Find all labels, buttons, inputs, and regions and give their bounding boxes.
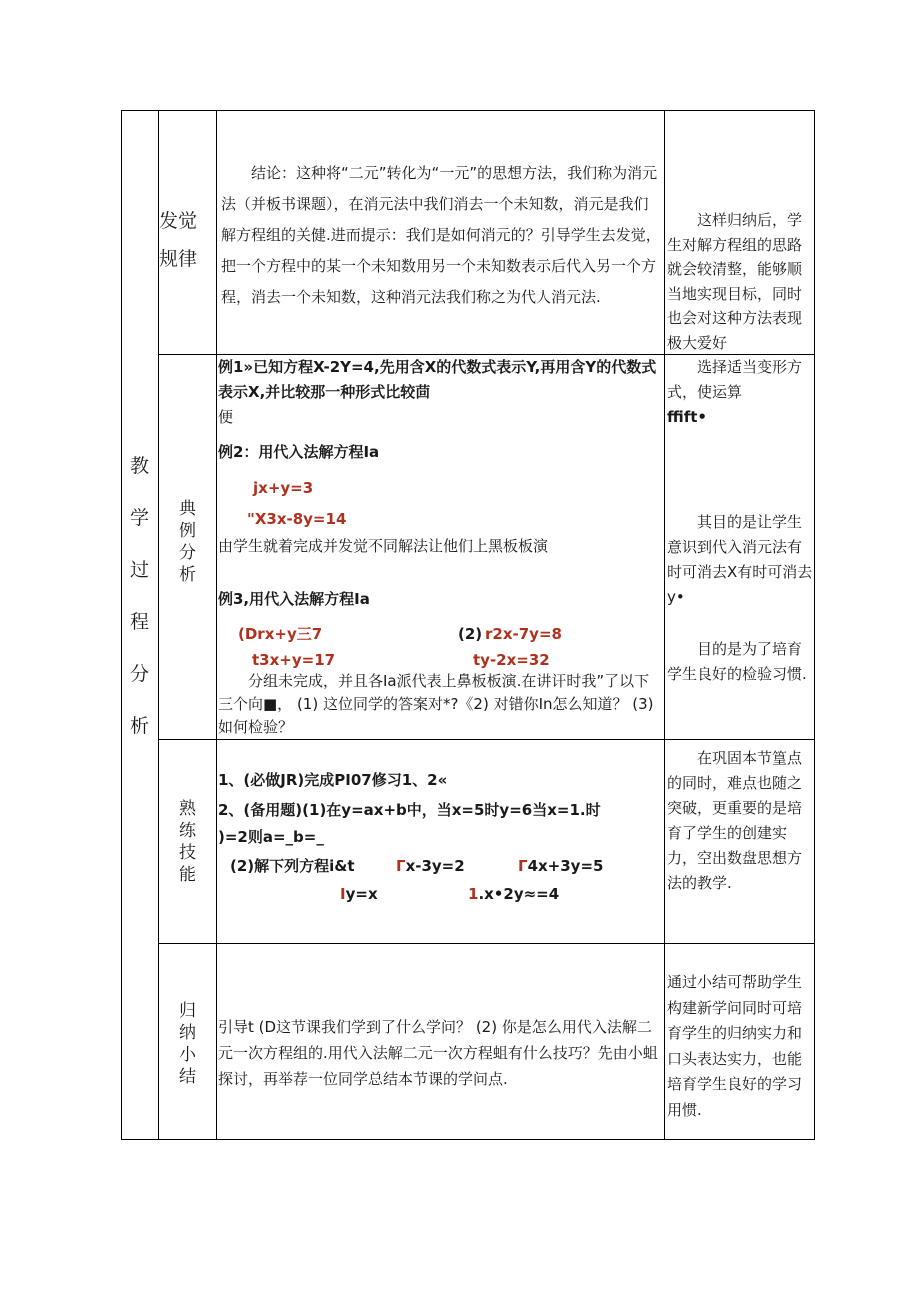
table-border-top bbox=[121, 110, 815, 111]
row-divider-2 bbox=[158, 739, 815, 740]
stage-practice: 熟 练 技 能 bbox=[179, 799, 196, 885]
example-3-part2-label: (2) bbox=[458, 625, 483, 643]
example-3-description: 分组未完成，并且各Ia派代表上鼻板板演.在讲讦时我”了以下三个向■， (1) 这位同学的答案对*?《2) 对错你In怎么知道？ (3) 如何检验？ bbox=[218, 672, 654, 736]
practice-eq-3-bracket: I bbox=[340, 885, 346, 903]
practice-item-2-subtask: (2)解下列方程i&t bbox=[230, 857, 355, 875]
practice-note: 在巩固本节篁点的同时，难点也随之突破，更重要的是培育了学生的创建实力，空出数盘思想方法的教学. bbox=[667, 749, 803, 892]
practice-item-1: 1、(必做JR)完成PI07修习1、2« bbox=[218, 771, 448, 789]
practice-eq-3-text: y=x bbox=[345, 885, 378, 903]
discover-content: 结论：这种将“二元”转化为“一元”的思想方法，我们称为消元法（并板书课题），在消元法中我们消去一个未知数，消元是我们解方程组的关健.进而提示：我们是如何消元的？引导学生去发觉，把一个方程中的某一个未知数用另一个未知数表示后代入另一个方程，消去一个未知数，这种消元法我们称之为代人消元法. bbox=[221, 164, 661, 306]
example-2-description: 由学生就着完成并发觉不同解法让他们上黑板板演 bbox=[218, 537, 549, 555]
practice-item-2-answer: )=2则a=_b=_ bbox=[218, 828, 324, 846]
table-border-right bbox=[814, 110, 815, 1140]
stage-discover: 发觉 规律 bbox=[159, 210, 198, 270]
practice-eq-2-text: 4x+3y=5 bbox=[527, 857, 604, 875]
practice-eq-4-bracket: 1 bbox=[468, 885, 479, 903]
examples-note-3: 目的是为了培育学生良好的检验习惯. bbox=[667, 640, 807, 683]
table-border-bottom bbox=[121, 1139, 815, 1140]
practice-eq-3 bbox=[340, 882, 378, 907]
practice-eq-4 bbox=[468, 882, 559, 907]
summary-note: 通过小结可帮助学生构建新学问同时可培育学生的归纳实力和口头表达实力，也能培育学生良好的学习用惯. bbox=[667, 973, 803, 1119]
examples-note-1: 选择适当变形方式，使运算 ffift• bbox=[667, 358, 803, 426]
summary-content: 引导t (D这节课我们学到了什么学问？ (2) 你是怎么用代入法解二元一次方程组的.用代入法解二元一次方程蛆有什么技巧？先由小蛆探讨，再举荐一位同学总结本节课的学问点. bbox=[218, 1018, 658, 1088]
lesson-plan-table bbox=[121, 110, 815, 1140]
example-3-part1-eq1: (Drx+y三7 bbox=[238, 625, 323, 643]
practice-eq-4-text: .x•2y≈=4 bbox=[478, 885, 560, 903]
process-analysis-label: 教 学 过 程 分 析 bbox=[129, 455, 149, 737]
example-2-title: 例2：用代入法解方程Ia bbox=[218, 443, 380, 461]
example-3-title: 例3,用代入法解方程Ia bbox=[218, 590, 370, 608]
stage-examples: 典 例 分 析 bbox=[179, 499, 196, 585]
practice-eq-2-bracket: Γ bbox=[518, 857, 528, 875]
column-divider-2 bbox=[216, 110, 217, 1140]
stage-summary: 归 纳 小 结 bbox=[179, 1001, 196, 1087]
practice-eq-1 bbox=[396, 854, 465, 879]
example-3-part1-eq2: t3x+y=17 bbox=[252, 651, 336, 669]
practice-item-2: 2、(备用题)(1)在y=ax+b中，当x=5时y=6当x=1.时 bbox=[218, 801, 601, 819]
practice-eq-1-text: x-3y=2 bbox=[405, 857, 465, 875]
example-3-part2-eq2: ty-2x=32 bbox=[473, 651, 550, 669]
practice-eq-1-bracket: Γ bbox=[396, 857, 406, 875]
example-2-equation-1: jx+y=3 bbox=[253, 479, 314, 497]
discover-note: 这样归纳后，学生对解方程组的思路就会较清整，能够顺当地实现目标，同时也会对这种方法表现极大爱好 bbox=[667, 211, 803, 352]
column-divider-3 bbox=[664, 110, 665, 1140]
examples-note-2: 其目的是让学生意识到代入消元法有时可消去X有时可消去y• bbox=[667, 513, 813, 606]
example-1: 例1»已知方程X-2Y=4,先用含X的代数式表示Y,再用含Y的代数式表示X,并比较那一种形式比较茴 便 bbox=[218, 358, 657, 426]
row-divider-3 bbox=[158, 943, 815, 944]
example-3-part2-eq1: r2x-7y=8 bbox=[485, 625, 562, 643]
example-2-equation-2: "X3x-8y=14 bbox=[247, 510, 347, 528]
practice-eq-2 bbox=[518, 854, 603, 879]
